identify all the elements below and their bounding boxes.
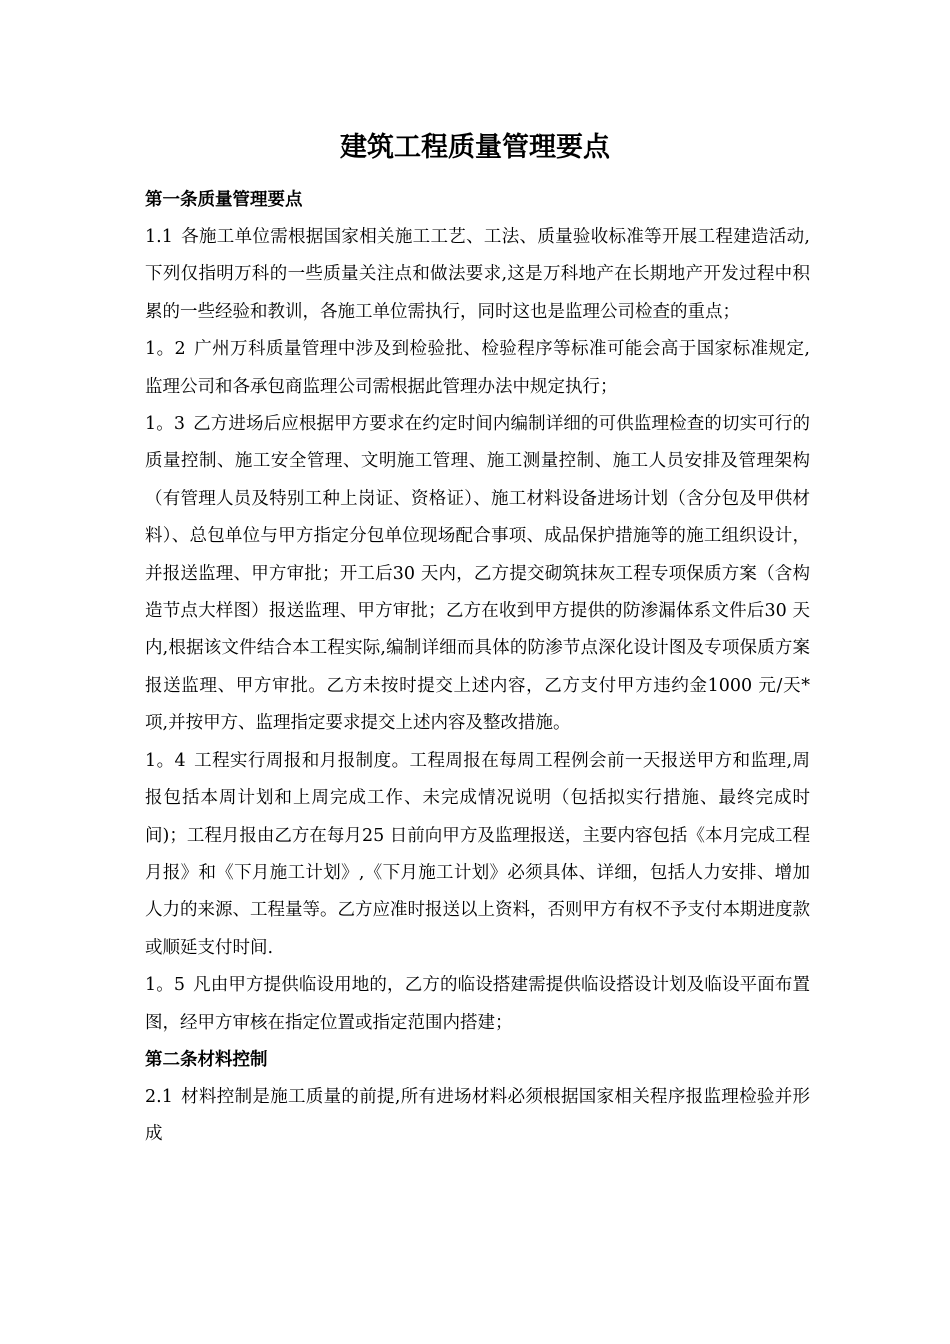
- paragraph-text: 材料控制是施工质量的前提,所有进场材料必须根据国家相关程序报监理检验并形成: [145, 1086, 810, 1145]
- paragraph-1-1: [145, 219, 810, 331]
- paragraph-1-5: [145, 967, 810, 1042]
- paragraph-2-1: [145, 1079, 810, 1154]
- section-heading: 第二条材料控制: [145, 1049, 268, 1070]
- paragraph-1-2: [145, 331, 810, 406]
- paragraph-number: 1。3: [145, 414, 186, 435]
- page-title: 建筑工程质量管理要点: [340, 132, 610, 163]
- paragraph-number: 1。4: [145, 750, 186, 771]
- paragraph-text: 凡由甲方提供临设用地的，乙方的临设搭建需提供临设搭设计划及临设平面布置图，经甲方审核在指定位置或指定范围内搭建；: [145, 975, 810, 1033]
- paragraph-1-3: [145, 406, 810, 743]
- paragraph-number: 1。5: [145, 975, 186, 996]
- section-2: [145, 1042, 810, 1154]
- paragraph-number: 1.1: [145, 227, 173, 247]
- paragraph-number: 1。2: [145, 339, 186, 360]
- paragraph-1-4: [145, 743, 810, 967]
- section-heading: 第一条质量管理要点: [145, 190, 303, 210]
- section-1: [145, 182, 810, 1042]
- paragraph-text: 工程实行周报和月报制度。工程周报在每周工程例会前一天报送甲方和监理,周报包括本周计划和上周完成工作、未完成情况说明（包括拟实行措施、最终完成时间)；工程月报由乙方在每月25 日前向甲方及监理报送，主要内容包括《本月完成工程月报》和《下月施工计划》,《下月施工计划》必须具体、详细，包括人力安排、增加人力的来源、工程量等。乙方应准时报送以上资料，否则甲方有权不予支付本期进度款或顺延支付时间.: [145, 750, 810, 958]
- paragraph-text: 广州万科质量管理中涉及到检验批、检验程序等标准可能会高于国家标准规定,监理公司和各承包商监理公司需根据此管理办法中规定执行；: [145, 339, 810, 397]
- document-body: [145, 182, 810, 1154]
- paragraph-number: 2.1: [145, 1086, 173, 1107]
- paragraph-text: 各施工单位需根据国家相关施工工艺、工法、质量验收标准等开展工程建造活动,下列仅指明万科的一些质量关注点和做法要求,这是万科地产在长期地产开发过程中积累的一些经验和教训，各施工单位需执行，同时这也是监理公司检查的重点；: [145, 227, 810, 322]
- paragraph-text: 乙方进场后应根据甲方要求在约定时间内编制详细的可供监理检查的切实可行的质量控制、施工安全管理、文明施工管理、施工测量控制、施工人员安排及管理架构（有管理人员及特别工种上岗证、资格证）、施工材料设备进场计划（含分包及甲供材料）、总包单位与甲方指定分包单位现场配合事项、成品保护措施等的施工组织设计，并报送监理、甲方审批；开工后30 天内，乙方提交砌筑抹灰工程专项保质方案（含构造节点大样图）报送监理、甲方审批；乙方在收到甲方提供的防渗漏体系文件后30 天内,根据该文件结合本工程实际,编制详细而具体的防渗节点深化设计图及专项保质方案报送监理、甲方审批。乙方未按时提交上述内容，乙方支付甲方违约金1000 元/天*项,并按甲方、监理指定要求提交上述内容及整改措施。: [145, 414, 810, 734]
